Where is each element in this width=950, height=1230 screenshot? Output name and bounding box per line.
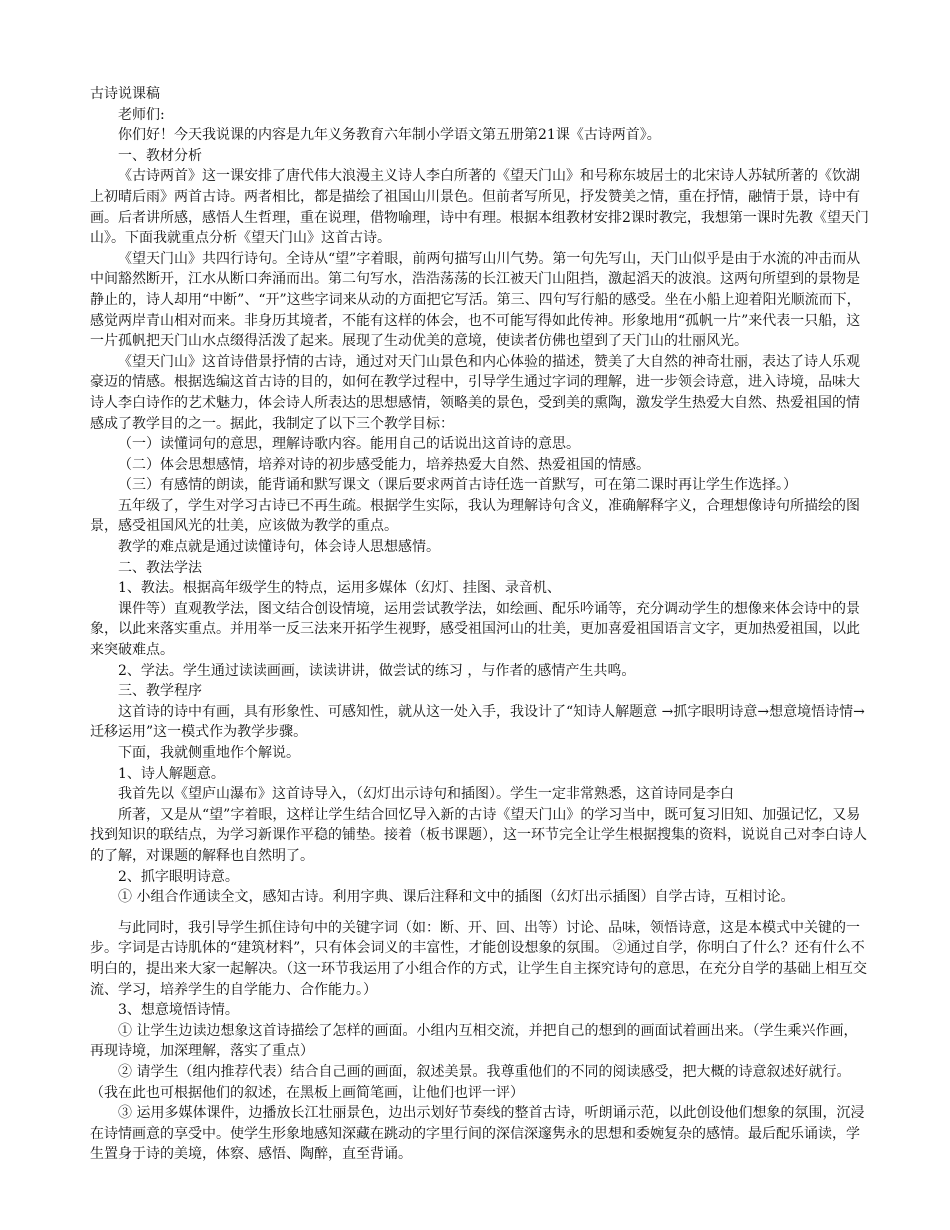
paragraph: 与此同时，我引导学生抓住诗句中的关键字词（如：断、开、回、出等）讨论、品味，领悟诗意，这是本模式中关键的一步。字词是古诗肌体的“建筑材料”，只有体会词义的丰富性，才能创设想象的氛围。 ②通过自学，你明白了什么？还有什么不明白的，提出来大家一起解决。（这一环节我运用了小组合作的方式，让学生自主探究诗句的意思，在充分自学的基础上相互交流、学习，培养学生的自学能力、合作能力。） bbox=[90, 919, 867, 998]
subsection-heading: 3、想意境悟诗情。 bbox=[118, 1002, 239, 1019]
paragraph: 我首先以《望庐山瀑布》这首诗导入，（幻灯出示诗句和插图）。学生一定非常熟悉，这首诗同是李白 bbox=[118, 786, 734, 803]
document-page bbox=[90, 84, 870, 1165]
paragraph: 2、学法。学生通过读读画画，读读讲讲，做尝试的练习 ，与作者的感情产生共鸣。 bbox=[118, 662, 636, 679]
document-title: 古诗说课稿 bbox=[90, 86, 160, 102]
paragraph: 所著，又是从“望”字着眼，这样让学生结合回忆导入新的古诗《望天门山》的学习当中，既可复习旧知、加强记忆，又易找到知识的联结点，为学习新课作平稳的铺垫。接着（板书课题），这一环节完全让学生根据搜集的资料，说说自己对李白诗人的了解，对课题的解释也自然明了。 bbox=[90, 806, 867, 864]
blank-line bbox=[90, 908, 870, 918]
paragraph: 1、教法。根据高年级学生的特点，运用多媒体（幻灯、挂图、录音机、 bbox=[118, 580, 561, 597]
goal-item: （三）有感情的朗读，能背诵和默写课文（课后要求两首古诗任选一首默写，可在第二课时再让学生作选择。） bbox=[118, 477, 797, 494]
paragraph: 五年级了，学生对学习古诗已不再生疏。根据学生实际，我认为理解诗句含义，准确解释字义，合理想像诗句所描绘的图景，感受祖国风光的壮美，应该做为教学的重点。 bbox=[90, 497, 860, 535]
salutation: 老师们: bbox=[118, 106, 165, 123]
section-heading: 二、教法学法 bbox=[118, 559, 202, 576]
paragraph: ① 小组合作通读全文，感知古诗。利用字典、课后注释和文中的插图（幻灯出示插图）自学古诗，互相讨论。 bbox=[118, 889, 795, 906]
paragraph: 你们好！今天我说课的内容是九年义务教育六年制小学语文第五册第21课《古诗两首》。 bbox=[118, 127, 661, 144]
paragraph: 《望天门山》共四行诗句。全诗从“望”字着眼，前两句描写山川气势。第一句先写山，天门山似乎是由于水流的冲击而从中间豁然断开，江水从断口奔涌而出。第二句写水，浩浩荡荡的长江被天门山阻挡，激起滔天的波浪。这两句所望到的景物是静止的，诗人却用“中断”、“开”这些字词来从动的方面把它写活。第三、四句写行船的感受。坐在小船上迎着阳光顺流而下，感觉两岸青山相对而来。非身历其境者，不能有这样的体会，也不可能写得如此传神。形象地用“孤帆一片”来代表一只船，这一片孤帆把天门山水点缀得活泼了起来。展现了生动优美的意境，使读者仿佛也望到了天门山的壮丽风光。 bbox=[90, 250, 861, 350]
paragraph: 《古诗两首》这一课安排了唐代伟大浪漫主义诗人李白所著的《望天门山》和号称东坡居士的北宋诗人苏轼所著的《饮湖上初晴后雨》两首古诗。两者相比，都是描绘了祖国山川景色。但前者写所见，抒发赞美之情，重在抒情，融情于景，诗中有画。后者讲所感，感悟人生哲理，重在说理，借物喻理，诗中有理。根据本组教材安排2课时教完，我想第一课时先教《望天门山》。下面我就重点分析《望天门山》这首古诗。 bbox=[90, 168, 869, 247]
paragraph: 《望天门山》这首诗借景抒情的古诗，通过对天门山景色和内心体验的描述，赞美了大自然的神奇壮丽，表达了诗人乐观豪迈的情感。根据选编这首古诗的目的，如何在教学过程中，引导学生通过字词的理解，进一步领会诗意，进入诗境，品味大诗人李白诗作的艺术魅力，体会诗人所表达的思想感情，领略美的景色，受到美的熏陶，激发学生热爱大自然、热爱祖国的情感成了教学目的之一。据此，我制定了以下三个教学目标： bbox=[90, 353, 860, 432]
subsection-heading: 1、诗人解题意。 bbox=[118, 765, 225, 782]
paragraph: ③ 运用多媒体课件，边播放长江壮丽景色，边出示划好节奏线的整首古诗，听朗诵示范，以此创设他们想象的氛围，沉浸在诗情画意的享受中。使学生形象地感知深藏在跳动的字里行间的深信深邃隽永的思想和委婉复杂的感情。最后配乐诵读，学生置身于诗的美境，体察、感悟、陶醉，直至背诵。 bbox=[90, 1105, 865, 1163]
section-heading: 三、教学程序 bbox=[118, 683, 202, 700]
paragraph: 下面，我就侧重地作个解说。 bbox=[118, 745, 300, 761]
goal-item: （二）体会思想感情，培养对诗的初步感受能力，培养热爱大自然、热爱祖国的情感。 bbox=[118, 456, 650, 473]
paragraph: ② 请学生（组内推荐代表）结合自己画的画面，叙述美景。我尊重他们的不同的阅读感受，把大概的诗意叙述好就行。（我在此也可根据他们的叙述，在黑板上画简笔画，让他们也评一评） bbox=[90, 1063, 851, 1101]
paragraph: 课件等）直观教学法，图文结合创设情境，运用尝试教学法，如绘画、配乐吟诵等，充分调动学生的想像来体会诗中的景象，以此来落实重点。并用举一反三法来开拓学生视野，感受祖国河山的壮美，更加喜爱祖国语言文字，更加热爱祖国，以此来突破难点。 bbox=[90, 600, 860, 659]
section-heading: 一、教材分析 bbox=[118, 147, 202, 164]
subsection-heading: 2、抓字眼明诗意。 bbox=[118, 868, 239, 885]
paragraph: ① 让学生边读边想象这首诗描绘了怎样的画面。小组内互相交流，并把自己的想到的画面试着画出来。（学生乘兴作画，再现诗境，加深理解，落实了重点） bbox=[90, 1022, 858, 1060]
paragraph: 教学的难点就是通过读懂诗句，体会诗人思想感情。 bbox=[118, 539, 440, 556]
paragraph: 这首诗的诗中有画，具有形象性、可感知性，就从这一处入手，我设计了“知诗人解题意 →抓字眼明诗意→想意境悟诗情→迁移运用”这一模式作为教学步骤。 bbox=[90, 703, 865, 741]
goal-item: （一）读懂词句的意思，理解诗歌内容。能用自己的话说出这首诗的意思。 bbox=[118, 436, 580, 453]
